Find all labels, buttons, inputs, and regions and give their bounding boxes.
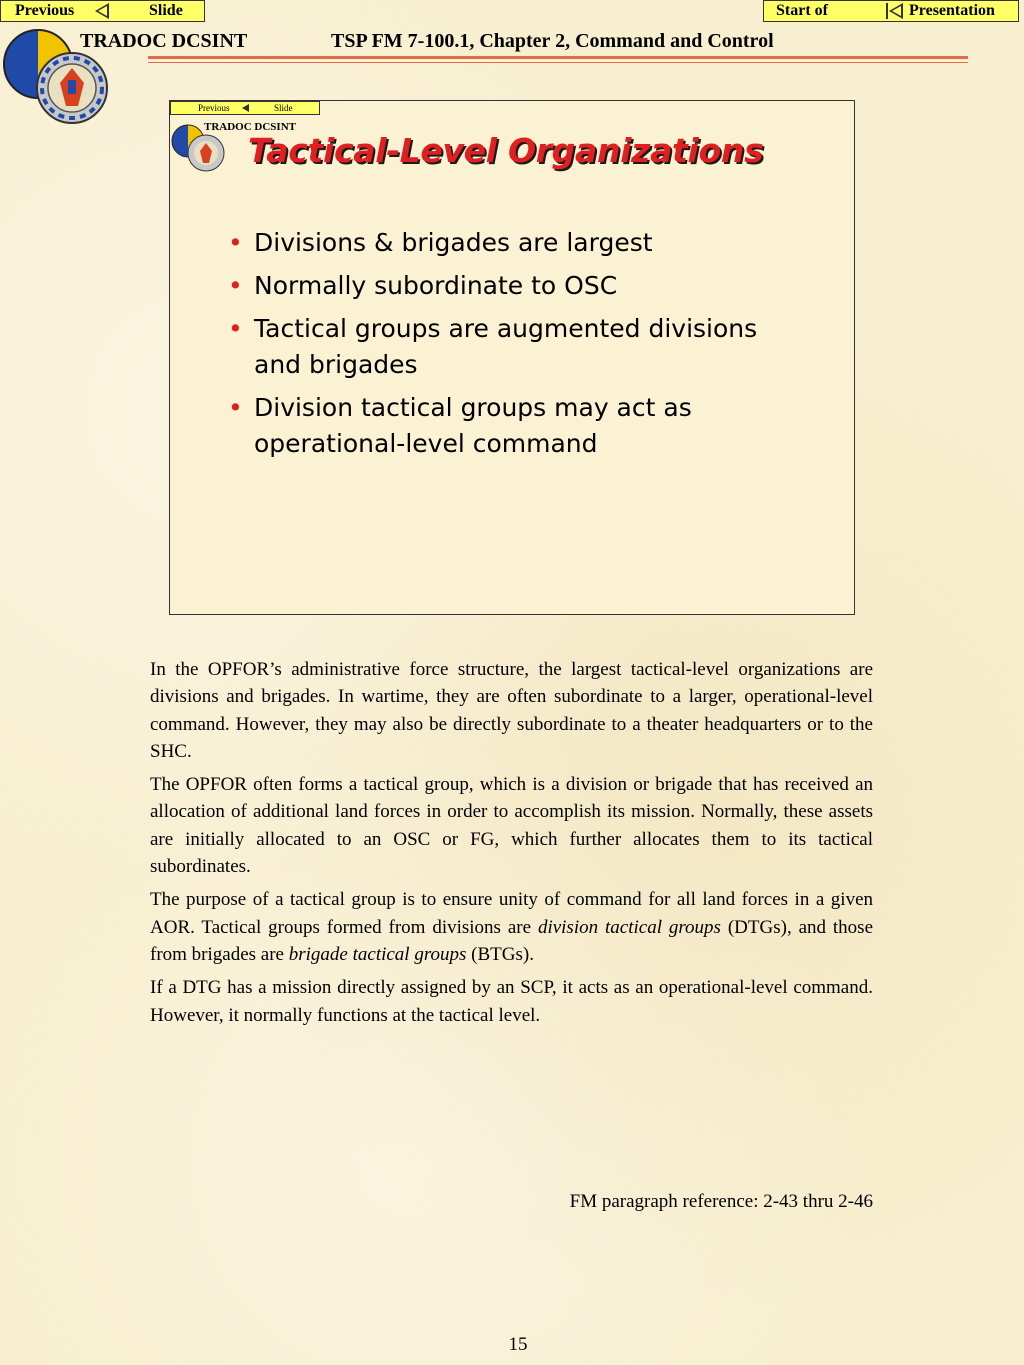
- notes-paragraph: [150, 886, 873, 968]
- page-number: 15: [508, 1334, 528, 1355]
- slide-title: Tactical-Level Organizations: [248, 131, 764, 170]
- bullet-item: • Divisions & brigades are largest: [228, 225, 808, 261]
- start-of-label: Start of: [776, 2, 828, 19]
- notes-paragraph: If a DTG has a mission directly assigned by an SCP, it acts as an operational-level command. However, it normally functions at the tactical level.: [150, 977, 873, 1026]
- slide-thumbnail: [169, 100, 855, 615]
- notes-text: (BTGs).: [466, 943, 534, 965]
- mini-previous-label: Previous: [198, 103, 230, 113]
- mini-previous-slide-button: [170, 101, 320, 115]
- bullet-item: • Normally subordinate to OSC: [228, 268, 808, 304]
- first-slide-bar-icon: [886, 3, 888, 19]
- presentation-label: Presentation: [909, 2, 995, 19]
- header-org: TRADOC DCSINT: [80, 30, 248, 52]
- previous-label: Previous: [15, 2, 75, 19]
- mini-previous-arrow-icon: [242, 104, 249, 112]
- notes-emphasis: brigade tactical groups: [288, 943, 467, 965]
- slide-label: Slide: [149, 2, 183, 19]
- notes-paragraph: The OPFOR often forms a tactical group, which is a division or brigade that has received an allocation of additional land forces in order to accomplish its mission. Normally, these assets are initially allocated to an OSC or FG, which further allocates them to its tactical subordinates.: [150, 774, 873, 878]
- notes-text: (DTGs), and those from brigades are: [150, 916, 874, 965]
- mini-slide-label: Slide: [274, 103, 293, 113]
- header-rule-thick: [148, 56, 968, 59]
- header-doc-title: TSP FM 7-100.1, Chapter 2, Command and Control: [331, 30, 774, 52]
- notes-text: The purpose of a tactical group is to ensure unity of command for all land forces in a given AOR. Tactical groups formed from divisions are: [150, 889, 873, 938]
- bullet-item: • Tactical groups are augmented divisions and brigades: [228, 311, 808, 383]
- previous-slide-button[interactable]: [0, 0, 205, 22]
- previous-arrow-icon: [95, 3, 109, 19]
- bullet-item: • Division tactical groups may act as operational-level command: [228, 390, 808, 462]
- notes-section: [150, 656, 873, 1035]
- slide-bullet-list: [228, 225, 808, 469]
- notes-paragraph: In the OPFOR’s administrative force structure, the largest tactical-level organizations are divisions and brigades. In wartime, they are often subordinate to a larger, operational-level command. However, they may also be directly subordinate to a theater headquarters or to the SHC.: [150, 659, 873, 762]
- slide-org: TRADOC DCSINT: [204, 121, 296, 133]
- start-of-presentation-button[interactable]: [763, 0, 1019, 22]
- notes-emphasis: division tactical groups: [537, 916, 721, 938]
- fm-paragraph-reference: FM paragraph reference: 2-43 thru 2-46: [569, 1191, 873, 1212]
- first-slide-arrow-icon: [889, 3, 903, 19]
- header-rule-thin: [148, 62, 968, 63]
